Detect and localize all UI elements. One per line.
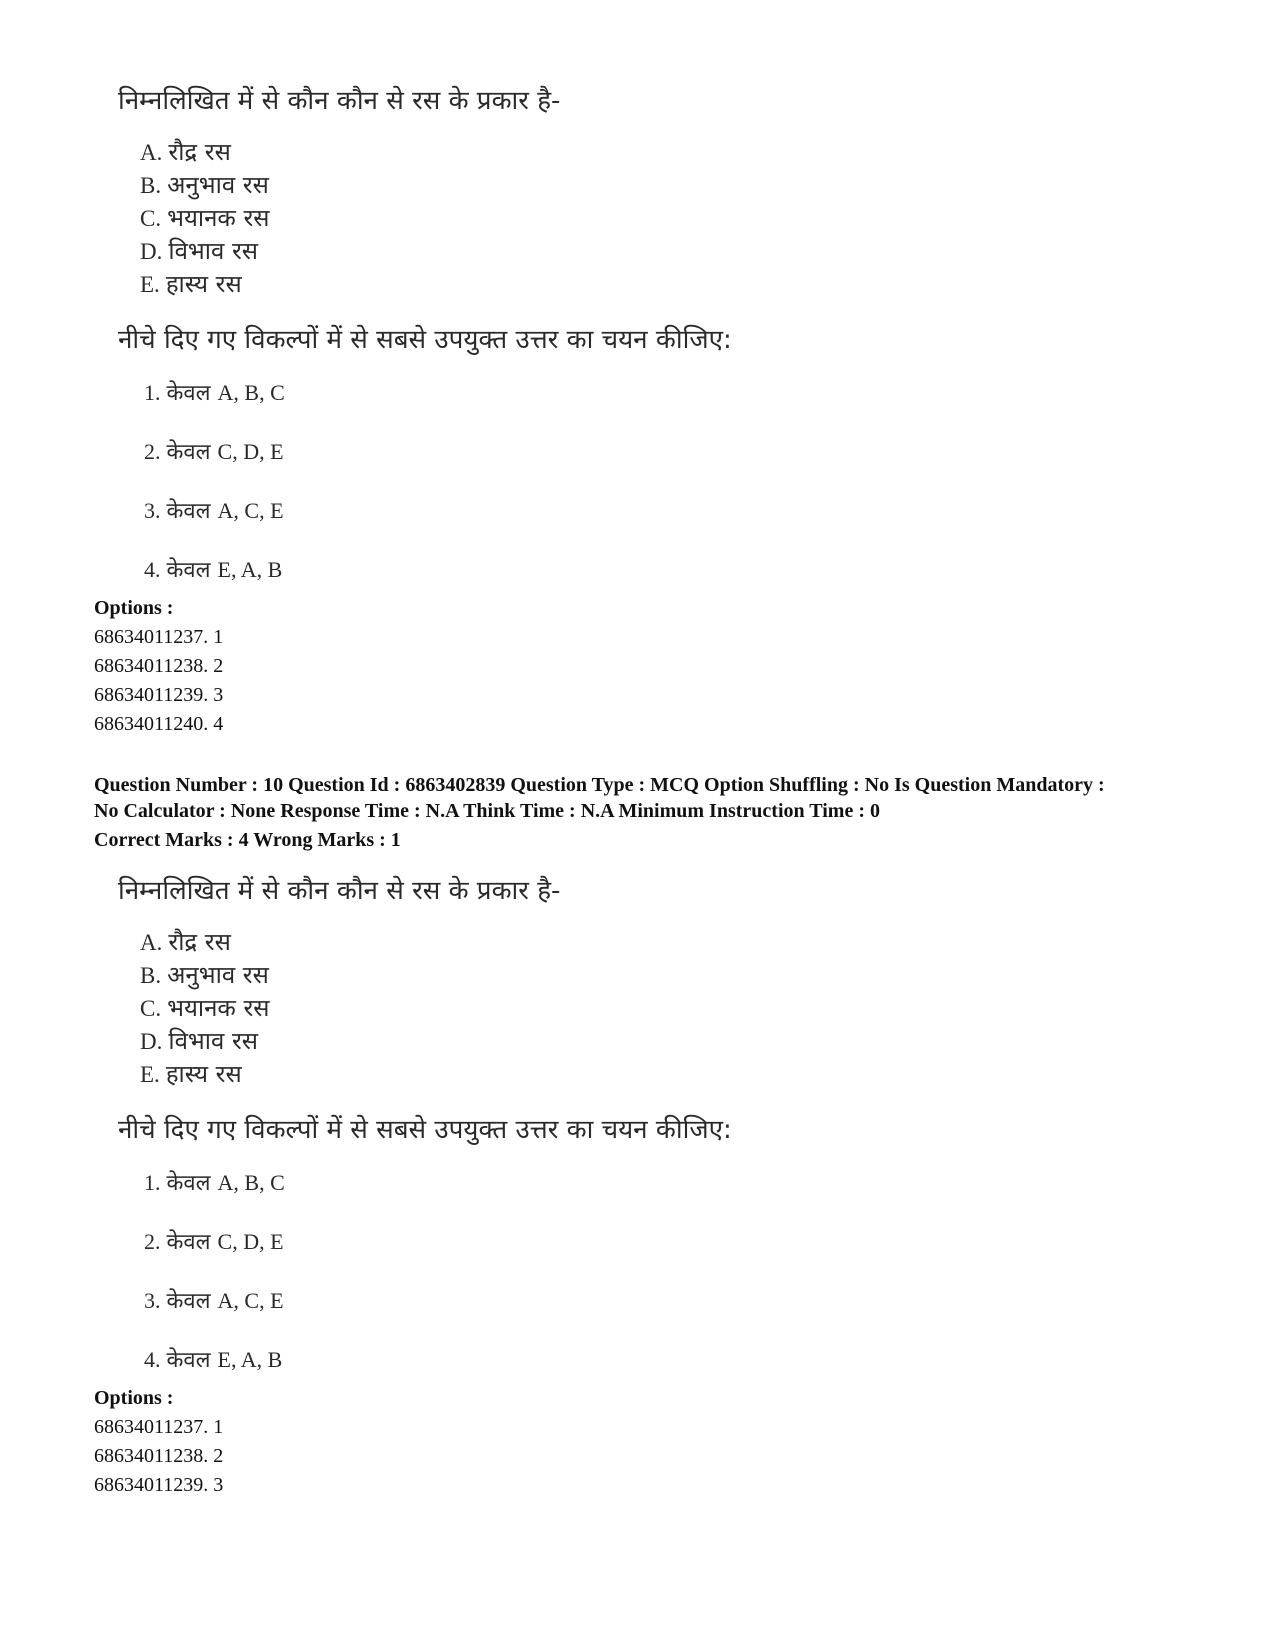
question-meta-line-1: Question Number : 10 Question Id : 6863402839 Question Type : MCQ Option Shuffling : No Is Question Mandatory :: [94, 774, 1105, 796]
statement-item: A. रौद्र रस: [140, 138, 231, 166]
choice-item: 1. केवल A, B, C: [144, 380, 285, 406]
question-meta-line-2: No Calculator : None Response Time : N.A Think Time : N.A Minimum Instruction Time : 0: [94, 800, 880, 822]
question-stem: निम्नलिखित में से कौन कौन से रस के प्रकार है-: [118, 876, 561, 906]
option-row: 68634011240. 4: [94, 713, 224, 735]
option-row: 68634011237. 1: [94, 626, 224, 648]
choice-item: 4. केवल E, A, B: [144, 557, 283, 583]
choice-item: 4. केवल E, A, B: [144, 1347, 283, 1373]
statement-item: B. अनुभाव रस: [140, 961, 269, 989]
choice-item: 3. केवल A, C, E: [144, 1288, 284, 1314]
statement-list: [140, 926, 758, 1091]
option-row: 68634011239. 3: [94, 684, 224, 706]
choice-item: 3. केवल A, C, E: [144, 498, 284, 524]
statement-item: A. रौद्र रस: [140, 928, 231, 956]
question-instruction: नीचे दिए गए विकल्पों में से सबसे उपयुक्त उत्तर का चयन कीजिए:: [118, 1115, 732, 1145]
choice-item: 2. केवल C, D, E: [144, 1229, 284, 1255]
question-image-block-1: [118, 84, 758, 613]
options-heading: Options :: [94, 597, 174, 619]
option-row: 68634011238. 2: [94, 1445, 224, 1467]
question-marks: Correct Marks : 4 Wrong Marks : 1: [94, 829, 401, 851]
question-meta: [94, 772, 1204, 853]
statement-item: E. हास्य रस: [140, 270, 242, 298]
statement-item: D. विभाव रस: [140, 1027, 259, 1055]
question-image-block-2: [118, 874, 758, 1403]
statement-item: C. भयानक रस: [140, 994, 270, 1022]
question-instruction: नीचे दिए गए विकल्पों में से सबसे उपयुक्त उत्तर का चयन कीजिए:: [118, 325, 732, 355]
choice-list: [144, 1167, 758, 1377]
statement-item: D. विभाव रस: [140, 237, 259, 265]
choice-list: [144, 377, 758, 587]
option-row: 68634011238. 2: [94, 655, 224, 677]
statement-item: C. भयानक रस: [140, 204, 270, 232]
options-block-2: [94, 1384, 223, 1500]
statement-item: E. हास्य रस: [140, 1060, 242, 1088]
options-block-1: [94, 594, 223, 739]
options-heading: Options :: [94, 1387, 174, 1409]
statement-item: B. अनुभाव रस: [140, 171, 269, 199]
question-stem: निम्नलिखित में से कौन कौन से रस के प्रकार है-: [118, 86, 561, 116]
choice-item: 1. केवल A, B, C: [144, 1170, 285, 1196]
option-row: 68634011237. 1: [94, 1416, 224, 1438]
choice-item: 2. केवल C, D, E: [144, 439, 284, 465]
statement-list: [140, 136, 758, 301]
option-row: 68634011239. 3: [94, 1474, 224, 1496]
